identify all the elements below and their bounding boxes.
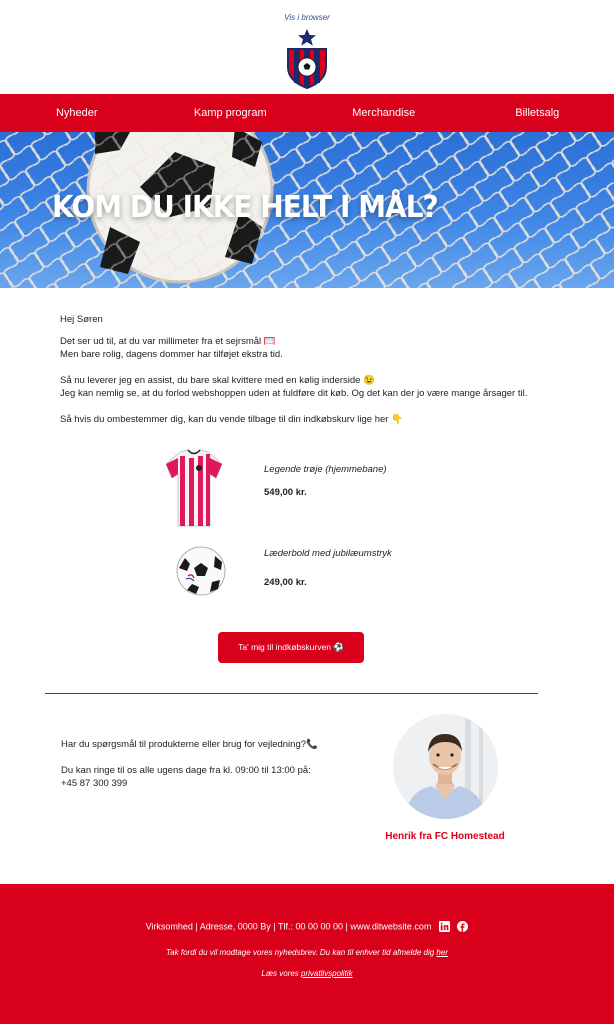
greeting: Hej Søren [60,314,103,325]
product-name[interactable]: Legende trøje (hjemmebane) [264,464,387,475]
footer [0,884,614,1024]
hero-title: KOM DU IKKE HELT I MÅL? [52,190,438,225]
body-line-5: Så hvis du ombestemmer dig, kan du vende tilbage til din indkøbskurv lige her 👇 [60,414,403,425]
body-line-2: Men bare rolig, dagens dommer har tilføjet ekstra tid. [60,349,283,360]
nav-item-merchandise[interactable]: Merchandise [352,107,416,119]
nav-item-nyheder[interactable]: Nyheder [55,107,98,119]
email-header [0,0,614,94]
nav-item-billetsalg[interactable]: Billetsalg [515,107,560,119]
contact-question: Har du spørgsmål til produkterne eller brug for vejledning?📞 [61,739,318,750]
privacy-policy-link[interactable]: privatlivspolitik [301,969,353,978]
privacy-note [0,969,614,978]
go-to-cart-button[interactable]: Ta' mig til indkøbskurven ⚽ [218,632,364,663]
body-line-1: Det ser ud til, at du var millimeter fra et sejrsmål 🥅 [60,336,276,347]
jersey-icon[interactable] [166,448,222,528]
footer-address: Virksomhed | Adresse, 0000 By | Tlf.: 00 00 00 00 | www.ditwebsite.com [145,921,432,932]
linkedin-icon[interactable] [439,921,450,932]
email-body [60,313,560,426]
footer-address-row [0,921,614,932]
contact-phone[interactable]: +45 87 300 399 [61,778,128,789]
main-nav [0,94,614,132]
football-icon[interactable] [176,544,226,596]
club-crest-logo [285,27,329,89]
unsubscribe-link[interactable]: her [436,948,448,957]
section-divider [45,693,538,694]
avatar [393,714,498,819]
contact-hours: Du kan ringe til os alle ugens dage fra kl. 09:00 til 13:00 på: [61,765,311,776]
body-line-3: Så nu leverer jeg en assist, du bare skal kvittere med en kølig inderside 😉 [60,375,375,386]
privacy-text: Læs vores [261,969,301,978]
product-price: 549,00 kr. [264,487,307,498]
hero-banner [0,132,614,288]
body-line-4: Jeg kan nemlig se, at du forlod webshoppen uden at fuldføre dit køb. Og det kan der jo være mange årsager til. [60,388,528,399]
product-price: 249,00 kr. [264,577,307,588]
contact-block [61,738,361,790]
facebook-icon[interactable] [457,921,468,932]
contact-person-name: Henrik fra FC Homestead [385,831,505,842]
unsubscribe-note [0,948,614,957]
unsubscribe-text: Tak fordi du vil modtage vores nyhedsbrev. Du kan til enhver tid afmelde dig [166,948,437,957]
product-name[interactable]: Læderbold med jubilæumstryk [264,548,392,559]
nav-item-kamp-program[interactable]: Kamp program [193,107,267,119]
view-in-browser-link[interactable]: Vis i browser [284,13,330,22]
